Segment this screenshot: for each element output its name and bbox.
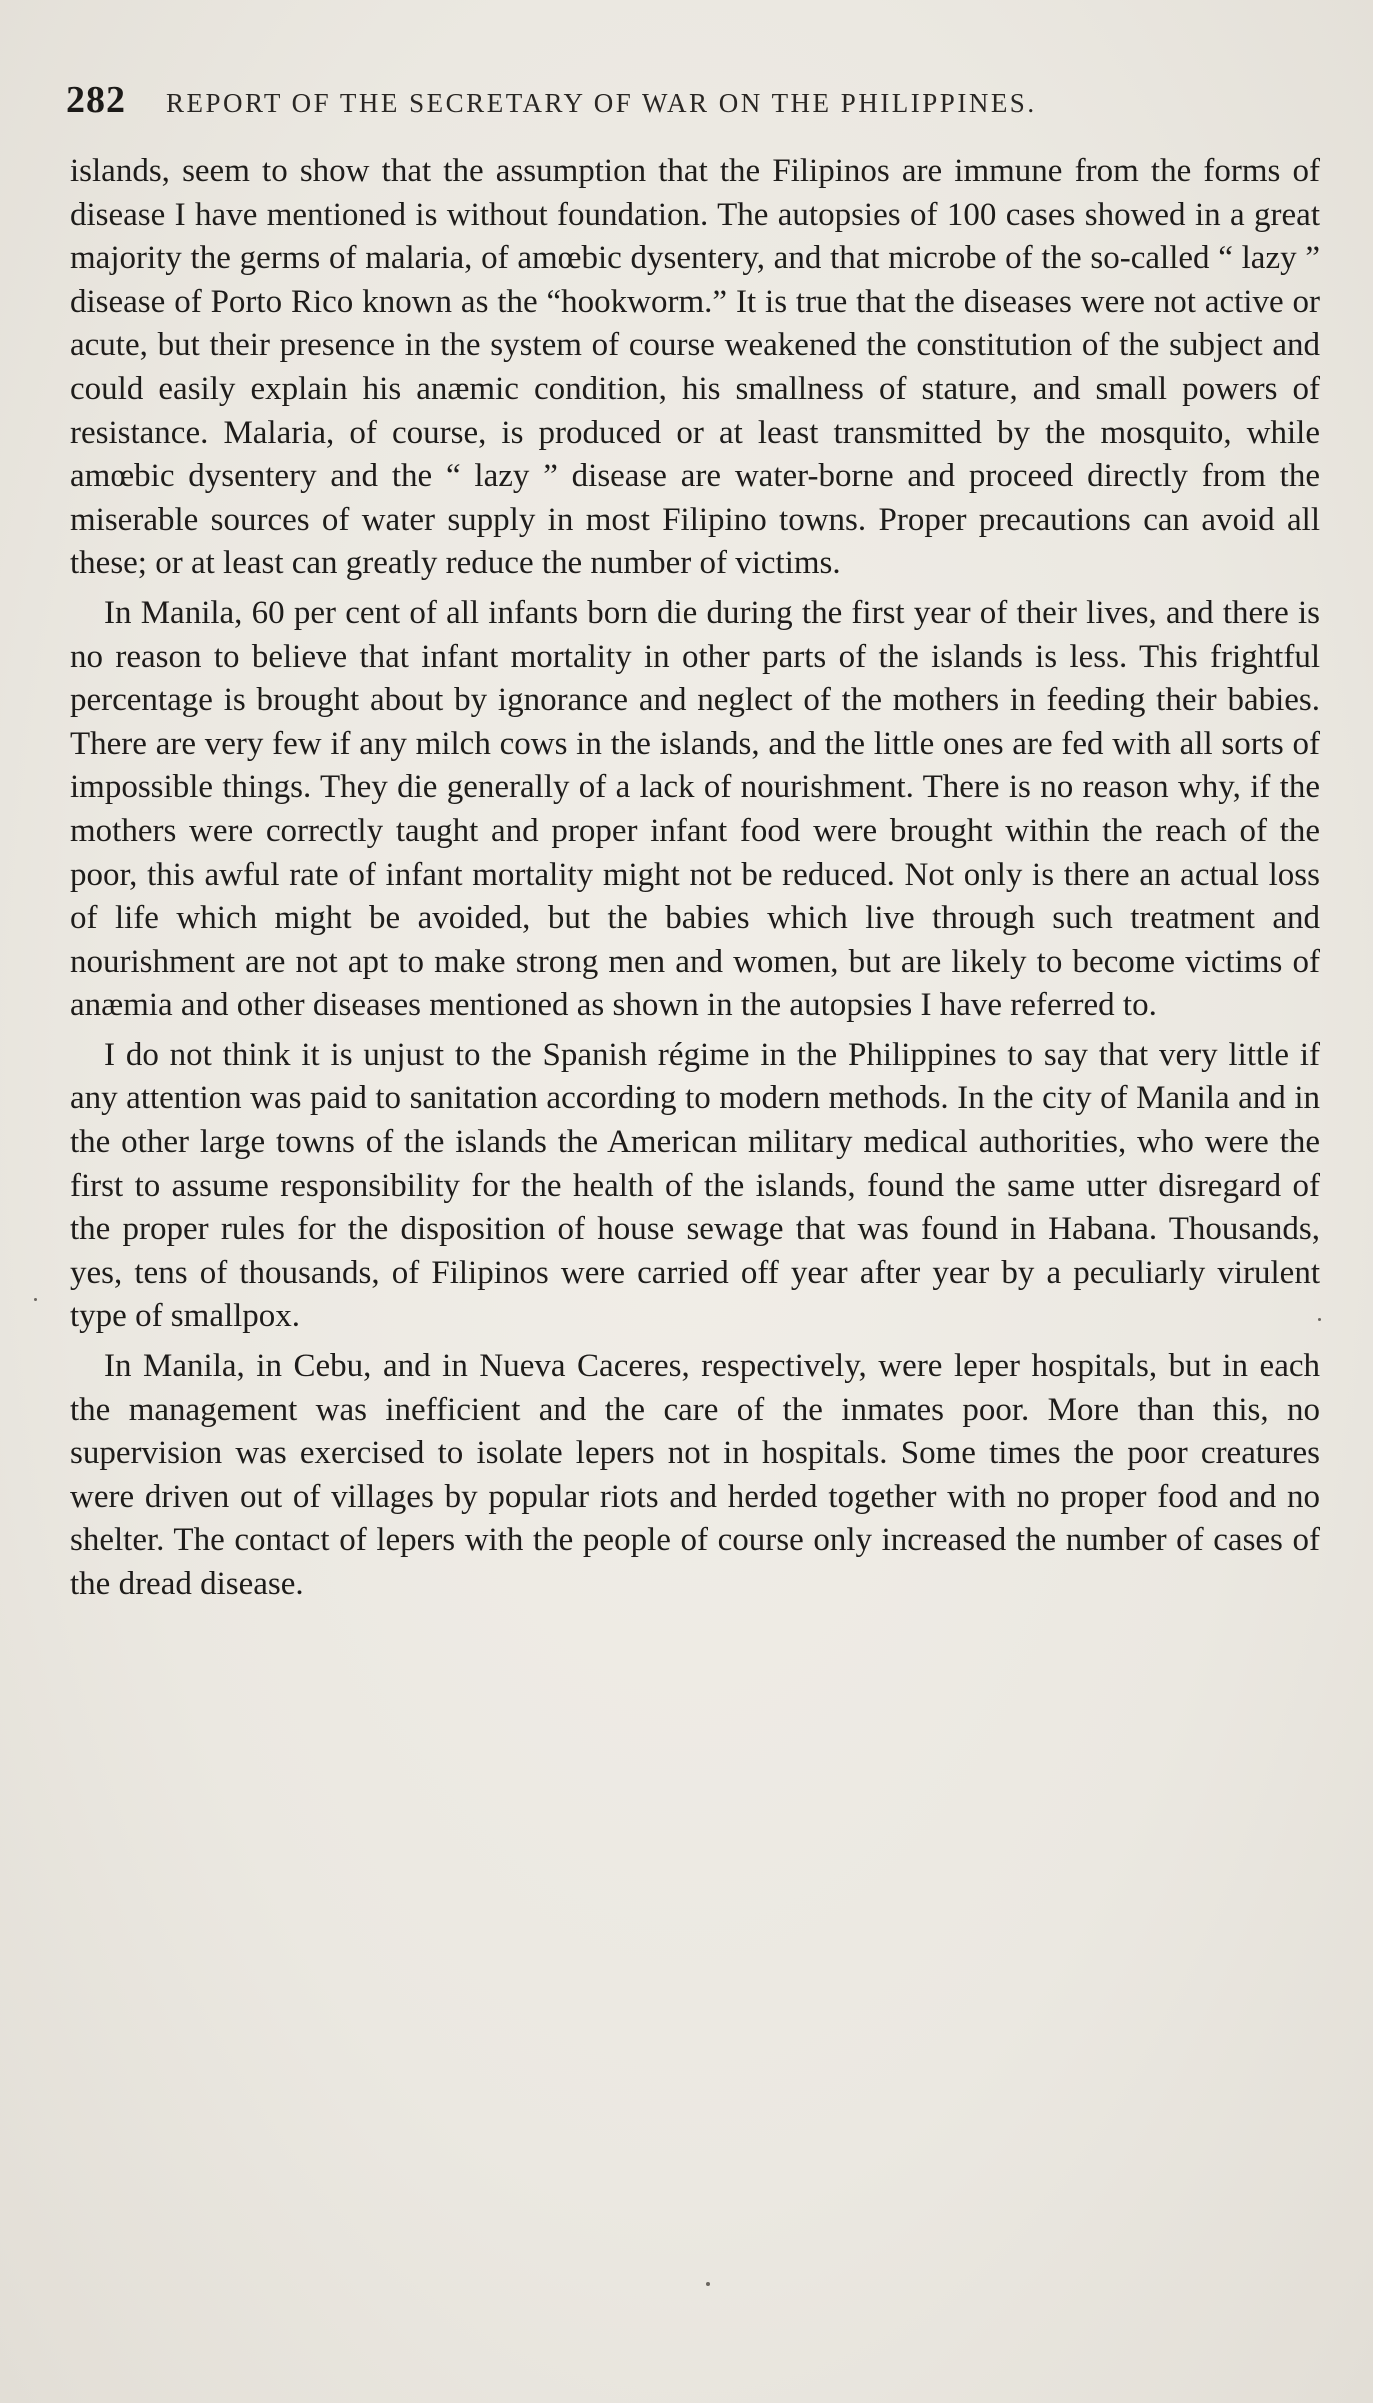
paragraph-1: islands, seem to show that the assumption that the Filipinos are immune from the forms of disease I have mentioned is without foundation. The autopsies of 100 cases showed in a great majority the germs of malaria, of amœbic dysentery, and that microbe of the so-called “ lazy ” disease of Porto Rico known as the “hookworm.” It is true that the diseases were not active or acute, but their presence in the system of course weakened the constitution of the subject and could easily explain his anæmic condition, his smallness of stature, and small powers of resistance. Malaria, of course, is produced or at least transmitted by the mosquito, while amœbic dysentery and the “ lazy ” disease are water-borne and proceed directly from the miserable sources of water supply in most Filipino towns. Proper precautions can avoid all these; or at least can greatly reduce the number of victims. [70,153,1320,582]
paper-speck [706,2282,710,2286]
paragraph-4: In Manila, in Cebu, and in Nueva Caceres, respectively, were leper hospitals, but in each the management was inefficient and the care of the inmates poor. More than this, no supervision was exercised to isolate lepers not in hospitals. Some times the poor creatures were driven out of villages by popular riots and herded together with no proper food and no shelter. The contact of lepers with the people of course only increased the number of cases of the dread disease. [70,1348,1320,1602]
paragraph-2: In Manila, 60 per cent of all infants born die during the first year of their lives, and there is no reason to believe that infant mortality in other parts of the islands is less. This frightful percentage is brought about by ignorance and neglect of the mothers in feeding their babies. There are very few if any milch cows in the islands, and the little ones are fed with all sorts of impossible things. They die generally of a lack of nourishment. There is no reason why, if the mothers were correctly taught and proper infant food were brought within the reach of the poor, this awful rate of infant mortality might not be reduced. Not only is there an actual loss of life which might be avoided, but the babies which live through such treatment and nourishment are not apt to make strong men and women, but are likely to become victims of anæmia and other diseases mentioned as shown in the autopsies I have referred to. [70,594,1320,1024]
page-header [66,78,1266,138]
running-head: REPORT OF THE SECRETARY OF WAR ON THE PHILIPPINES. [166,88,1037,118]
paper-speck [1318,1318,1321,1321]
page-number: 282 [66,79,126,121]
body-text [70,150,1320,1613]
paragraph-3: I do not think it is unjust to the Spanish régime in the Philippines to say that very little if any attention was paid to sanitation according to modern methods. In the city of Manila and in the other large towns of the islands the American military medical authorities, who were the first to assume responsibility for the health of the islands, found the same utter disregard of the proper rules for the disposition of house sewage that was found in Habana. Thousands, yes, tens of thousands, of Filipinos were carried off year after year by a peculiarly virulent type of smallpox. [70,1036,1320,1335]
paper-speck [34,1298,37,1301]
